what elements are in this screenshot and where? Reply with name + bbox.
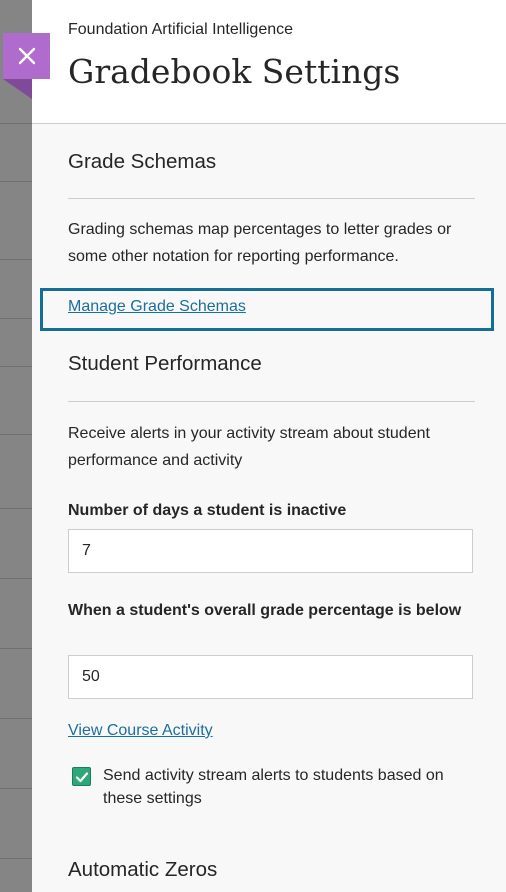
close-button[interactable] [3, 33, 50, 79]
checkmark-icon [75, 770, 89, 784]
divider [68, 198, 475, 199]
view-course-activity-link[interactable]: View Course Activity [68, 722, 213, 739]
close-button-tab [3, 79, 32, 99]
grade-percentage-input[interactable]: 50 [68, 655, 473, 699]
student-performance-description: Receive alerts in your activity stream about student performance and activity [68, 425, 430, 469]
student-performance-title: Student Performance [68, 352, 262, 375]
page-backdrop [0, 0, 32, 892]
grade-schemas-description: Grading schemas map percentages to letter grades or some other notation for reporting performance. [68, 221, 452, 265]
panel-header [32, 0, 506, 124]
grade-percentage-label: When a student's overall grade percentage is below [68, 602, 462, 619]
settings-body [32, 124, 506, 892]
grade-schemas-title: Grade Schemas [68, 150, 217, 173]
inactive-days-label: Number of days a student is inactive [68, 502, 347, 519]
page-title: Gradebook Settings [68, 52, 401, 91]
gradebook-settings-panel [32, 0, 506, 892]
course-name: Foundation Artificial Intelligence [68, 21, 294, 38]
close-icon [16, 45, 38, 67]
automatic-zeros-title: Automatic Zeros [68, 858, 218, 881]
inactive-days-input[interactable]: 7 [68, 529, 473, 573]
divider [68, 401, 475, 402]
send-alerts-label: Send activity stream alerts to students based on these settings [103, 767, 444, 807]
manage-grade-schemas-link[interactable]: Manage Grade Schemas [68, 298, 246, 315]
send-alerts-checkbox[interactable] [72, 767, 91, 786]
